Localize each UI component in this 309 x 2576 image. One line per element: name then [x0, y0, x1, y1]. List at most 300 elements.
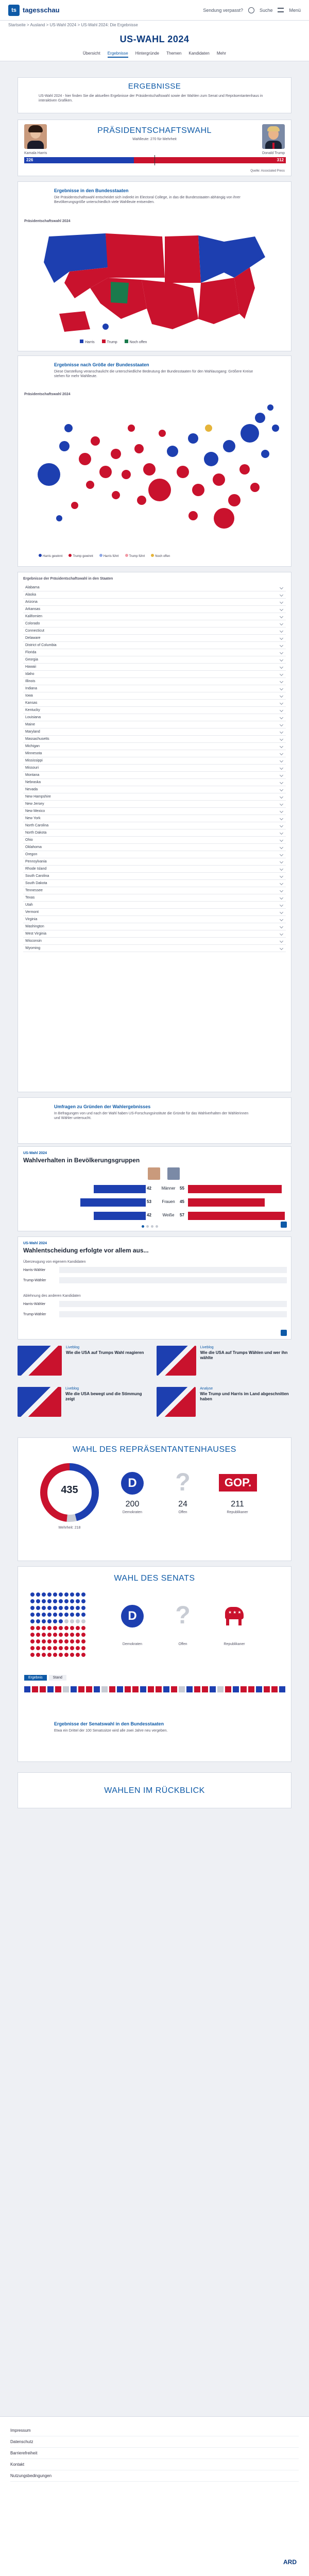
state-bubble[interactable] [188, 433, 198, 444]
chevron-down-icon [280, 773, 283, 777]
tab-uebersicht[interactable]: Übersicht [82, 51, 100, 56]
senate-state-chip[interactable] [233, 1686, 239, 1692]
state-row[interactable] [23, 858, 286, 866]
state-row[interactable] [23, 692, 286, 700]
state-row[interactable] [23, 887, 286, 894]
senate-seat [70, 1633, 74, 1637]
state-row[interactable] [23, 707, 286, 714]
senate-seat [53, 1633, 57, 1637]
senate-state-chip[interactable] [132, 1686, 139, 1692]
poll-card2-title: Wahlentscheidung erfolgte vor allem aus... [23, 1247, 149, 1254]
state-row[interactable] [23, 894, 286, 902]
state-bubble[interactable] [223, 440, 235, 452]
state-bubble[interactable] [267, 404, 273, 411]
state-row[interactable] [23, 902, 286, 909]
state-bubble[interactable] [167, 446, 178, 457]
tab-ergebnisse[interactable]: Ergebnisse [108, 51, 128, 58]
legend-harris: Harris [80, 340, 95, 344]
senate-seat [76, 1626, 80, 1630]
electoral-vote-bar [24, 157, 286, 163]
state-row[interactable] [23, 649, 286, 656]
senate-seat [81, 1606, 85, 1610]
senate-seat [30, 1633, 35, 1637]
senate-seat [53, 1592, 57, 1597]
senate-state-chips [24, 1686, 286, 1692]
state-bubble[interactable] [38, 463, 60, 486]
senate-seat [64, 1633, 68, 1637]
tab-themen[interactable]: Themen [166, 51, 182, 56]
state-bubble[interactable] [214, 508, 234, 529]
state-row[interactable] [23, 851, 286, 858]
senate-seat [30, 1646, 35, 1650]
top-nav [203, 7, 301, 13]
poll-trump-icon [167, 1167, 180, 1180]
bubble-legend [39, 554, 170, 558]
senate-tabs [24, 1675, 66, 1681]
poll-group-label: Weiße [162, 1213, 175, 1217]
senate-seat [47, 1646, 52, 1650]
map-alaska[interactable] [59, 311, 90, 332]
republican-elephant-icon: ★★★ [223, 1603, 246, 1629]
senate-map-text-block [54, 1721, 256, 1733]
senate-state-chip[interactable] [279, 1686, 285, 1692]
state-bubble[interactable] [143, 463, 156, 476]
footer-link[interactable]: Datenschutz [10, 2436, 299, 2448]
breadcrumb[interactable]: Startseite > Ausland > US-Wahl 2024 > US-Wahl 2024: Die Ergebnisse [0, 21, 309, 30]
senate-state-chip[interactable] [55, 1686, 61, 1692]
poll-card1-share-icon[interactable] [281, 1222, 287, 1228]
state-bubble[interactable] [261, 450, 269, 458]
state-row[interactable] [23, 591, 286, 599]
senate-seat [30, 1653, 35, 1657]
tab-hintergruende[interactable]: Hintergründe [135, 51, 159, 56]
senate-state-chip[interactable] [248, 1686, 254, 1692]
state-bubble[interactable] [79, 453, 91, 465]
map-legend [80, 340, 147, 344]
poll-group-label: Männer [161, 1186, 176, 1191]
senate-seat [42, 1626, 46, 1630]
senate-state-chip[interactable] [163, 1686, 169, 1692]
state-row[interactable] [23, 829, 286, 837]
senate-seat-grid [28, 1589, 90, 1667]
legend-open: Noch offen [125, 340, 147, 344]
presidential-subtitle: Wahlleute: 270 für Mehrheit [132, 138, 177, 141]
senate-state-chip[interactable] [117, 1686, 123, 1692]
senate-state-chip[interactable] [217, 1686, 224, 1692]
senate-seat [70, 1653, 74, 1657]
footer-link[interactable]: Impressum [10, 2425, 299, 2436]
presidential-card [18, 120, 291, 176]
state-row[interactable] [23, 945, 286, 952]
poll-card1-title: Wahlverhalten in Bevölkerungsgruppen [23, 1157, 140, 1164]
state-row[interactable] [23, 685, 286, 692]
senate-seat [36, 1606, 40, 1610]
state-bubble[interactable] [272, 425, 279, 432]
review-title: WAHLEN IM RÜCKBLICK [104, 1786, 205, 1795]
state-row[interactable] [23, 743, 286, 750]
poll-card1-rows [23, 1184, 287, 1224]
state-bubble[interactable] [159, 430, 166, 437]
state-bubble[interactable] [111, 449, 121, 459]
state-row[interactable] [23, 873, 286, 880]
senate-state-chip[interactable] [202, 1686, 208, 1692]
state-row[interactable] [23, 837, 286, 844]
senate-state-chip[interactable] [78, 1686, 84, 1692]
bubble-legend-trump-lead: Trump führt [125, 554, 145, 558]
teaser-card[interactable] [157, 1387, 290, 1423]
poll-card1-pager[interactable] [142, 1225, 158, 1228]
state-bubble[interactable] [148, 479, 171, 501]
chevron-down-icon [280, 788, 283, 791]
state-row[interactable] [23, 930, 286, 938]
brand-name: tagesschau [23, 6, 60, 14]
chevron-down-icon [280, 593, 283, 597]
menu-icon[interactable] [278, 8, 284, 12]
state-row-label: South Dakota [25, 882, 47, 885]
senate-tab-status[interactable]: Stand [49, 1675, 66, 1681]
state-bubble[interactable] [59, 441, 70, 451]
senate-seat [42, 1633, 46, 1637]
state-row[interactable] [23, 880, 286, 887]
poll-reason-label: Harris-Wähler [23, 1268, 46, 1272]
bubble-legend-trump-win: Trump gewinnt [68, 554, 93, 558]
senate-state-chip[interactable] [63, 1686, 69, 1692]
senate-state-chip[interactable] [71, 1686, 77, 1692]
senate-state-chip[interactable] [94, 1686, 100, 1692]
state-row-label: Kansas [25, 701, 38, 705]
poll-trump-value: 45 [180, 1199, 184, 1204]
tab-kandidaten[interactable]: Kandidaten [188, 51, 210, 56]
state-bubble[interactable] [188, 511, 198, 520]
teaser-grid [18, 1346, 291, 1428]
state-bubble[interactable] [56, 515, 62, 521]
chevron-down-icon [280, 643, 283, 647]
senate-state-chip[interactable] [225, 1686, 231, 1692]
state-bubble[interactable] [250, 483, 260, 492]
state-row[interactable] [23, 628, 286, 635]
state-bubble[interactable] [213, 473, 225, 486]
state-row-label: New York [25, 817, 41, 820]
map-hawaii[interactable] [102, 324, 109, 330]
review-card[interactable] [18, 1772, 291, 1808]
chevron-down-icon [280, 658, 283, 662]
state-row-label: Oklahoma [25, 845, 42, 849]
senate-title: WAHL DES SENATS [114, 1574, 195, 1583]
senate-seat [76, 1606, 80, 1610]
map-upper-midwest[interactable] [198, 235, 224, 283]
us-state-map[interactable] [39, 226, 270, 334]
harris-name: Kamala Harris [24, 151, 47, 155]
senate-seat [64, 1606, 68, 1610]
state-bubble[interactable] [128, 425, 135, 432]
chevron-down-icon [280, 824, 283, 827]
state-row[interactable] [23, 664, 286, 671]
house-card [18, 1437, 291, 1561]
state-row-label: Iowa [25, 694, 33, 698]
senate-state-chip[interactable] [210, 1686, 216, 1692]
state-bubble[interactable] [137, 496, 146, 505]
state-row[interactable] [23, 606, 286, 613]
house-majority-label: Mehrheit: 218 [58, 1526, 81, 1530]
search-icon[interactable] [248, 7, 254, 13]
state-row[interactable] [23, 916, 286, 923]
senate-state-chip[interactable] [271, 1686, 278, 1692]
senate-state-chip[interactable] [194, 1686, 200, 1692]
state-row[interactable] [23, 765, 286, 772]
tab-mehr[interactable]: Mehr [216, 51, 227, 56]
state-row-label: District of Columbia [25, 643, 57, 647]
senate-seat [81, 1592, 85, 1597]
teaser-title: Wie die USA auf Trumps Wahl reagieren [66, 1350, 144, 1355]
state-row[interactable] [23, 584, 286, 591]
chevron-down-icon [280, 910, 283, 914]
state-row[interactable] [23, 721, 286, 728]
state-row[interactable] [23, 866, 286, 873]
nav-item-menu[interactable]: Menü [289, 7, 301, 13]
teaser-card[interactable] [157, 1346, 290, 1382]
chevron-down-icon [280, 694, 283, 698]
senate-seat [59, 1626, 63, 1630]
chevron-down-icon [280, 817, 283, 820]
page-title: US-WAHL 2024 [119, 34, 190, 44]
state-row-label: Virginia [25, 918, 38, 921]
senate-state-chip[interactable] [32, 1686, 38, 1692]
state-bubble[interactable] [122, 470, 131, 479]
state-row[interactable] [23, 938, 286, 945]
state-row-label: Illinois [25, 680, 36, 683]
state-bubble[interactable] [255, 413, 265, 423]
poll-harris-value: 42 [147, 1186, 151, 1191]
senate-state-chip[interactable] [125, 1686, 131, 1692]
state-bubble[interactable] [205, 425, 212, 432]
senate-seat [30, 1639, 35, 1643]
senate-state-chip[interactable] [241, 1686, 247, 1692]
senate-seat [76, 1639, 80, 1643]
senate-seat [59, 1639, 63, 1643]
map-section-title: Ergebnisse in den Bundesstaaten [54, 188, 129, 193]
state-row[interactable] [23, 808, 286, 815]
poll-group-row [23, 1211, 287, 1221]
state-bubble[interactable] [99, 466, 112, 478]
state-row[interactable] [23, 700, 286, 707]
state-row-label: Minnesota [25, 752, 42, 755]
state-row[interactable] [23, 793, 286, 801]
poll-card2-share-icon[interactable] [281, 1330, 287, 1336]
senate-state-chip[interactable] [47, 1686, 54, 1692]
state-bubble[interactable] [91, 436, 100, 446]
senate-state-chip[interactable] [171, 1686, 177, 1692]
chevron-down-icon [280, 867, 283, 871]
senate-seat [76, 1653, 80, 1657]
house-rep-label: Republikaner [227, 1511, 248, 1514]
senate-seat [53, 1619, 57, 1623]
footer [0, 2416, 309, 2576]
state-bubble[interactable] [112, 491, 120, 499]
chevron-down-icon [280, 766, 283, 770]
state-row[interactable] [23, 736, 286, 743]
state-row-label: Rhode Island [25, 867, 47, 871]
state-bubble[interactable] [86, 481, 94, 489]
state-row[interactable] [23, 671, 286, 678]
poll-reason-row [23, 1300, 287, 1308]
senate-state-chip[interactable] [264, 1686, 270, 1692]
poll-card2-sub1: Überzeugung von eigenem Kandidaten [23, 1260, 86, 1264]
state-bubble[interactable] [134, 444, 144, 453]
state-row-label: Texas [25, 896, 35, 900]
chevron-down-icon [280, 672, 283, 676]
chevron-down-icon [280, 831, 283, 835]
chevron-down-icon [280, 882, 283, 885]
state-row-label: Kentucky [25, 708, 40, 712]
senate-state-chip[interactable] [40, 1686, 46, 1692]
senate-state-chip[interactable] [148, 1686, 154, 1692]
state-row[interactable] [23, 786, 286, 793]
senate-state-chip[interactable] [156, 1686, 162, 1692]
state-bubble[interactable] [228, 494, 241, 506]
state-row[interactable] [23, 613, 286, 620]
senate-seat [47, 1639, 52, 1643]
senate-state-chip[interactable] [86, 1686, 92, 1692]
poll-trump-value: 57 [180, 1213, 184, 1217]
senate-seat [36, 1613, 40, 1617]
state-row[interactable] [23, 714, 286, 721]
state-row[interactable] [23, 757, 286, 765]
senate-seat [64, 1646, 68, 1650]
state-row[interactable] [23, 728, 286, 736]
state-row[interactable] [23, 822, 286, 829]
state-row[interactable] [23, 642, 286, 649]
map-southeast[interactable] [198, 278, 239, 324]
chevron-down-icon [280, 853, 283, 856]
chevron-down-icon [280, 946, 283, 950]
state-row-label: New Hampshire [25, 795, 51, 799]
state-row-label: New Jersey [25, 802, 44, 806]
poll-harris-icon [148, 1167, 160, 1180]
state-row-label: Maine [25, 723, 36, 726]
map-plains-states[interactable] [165, 235, 201, 283]
state-bubble[interactable] [64, 424, 73, 432]
state-row[interactable] [23, 656, 286, 664]
chevron-down-icon [280, 651, 283, 654]
senate-tab-result[interactable]: Ergebnis [24, 1675, 47, 1681]
senate-seat [30, 1613, 35, 1617]
footer-link[interactable]: Barrierefreiheit [10, 2448, 299, 2459]
senate-state-chip[interactable] [179, 1686, 185, 1692]
senate-seat [64, 1626, 68, 1630]
footer-link[interactable]: Kontakt [10, 2459, 299, 2470]
chevron-down-icon [280, 845, 283, 849]
senate-state-chip[interactable] [109, 1686, 115, 1692]
senate-state-chip[interactable] [101, 1686, 108, 1692]
state-row[interactable] [23, 678, 286, 685]
senate-state-chip[interactable] [256, 1686, 262, 1692]
senate-seat [36, 1619, 40, 1623]
state-bubble[interactable] [239, 464, 250, 474]
state-row[interactable] [23, 909, 286, 916]
democrat-logo-icon: D [121, 1472, 144, 1495]
state-bubble[interactable] [71, 502, 78, 509]
open-seat-icon: ? [175, 1469, 191, 1496]
poll-harris-value: 42 [147, 1213, 151, 1217]
bubble-map-card [18, 355, 291, 567]
senate-seat [30, 1606, 35, 1610]
senate-seat [70, 1592, 74, 1597]
senate-seat [36, 1646, 40, 1650]
poll-trump-bar [188, 1212, 285, 1220]
state-row[interactable] [23, 815, 286, 822]
poll-reason-track [59, 1301, 287, 1307]
map-texas-south[interactable] [142, 280, 198, 329]
house-open-label: Offen [178, 1511, 187, 1514]
trump-name: Donald Trump [262, 151, 285, 155]
map-mountain-states[interactable] [106, 233, 165, 278]
results-intro-card [18, 77, 291, 113]
state-row[interactable] [23, 779, 286, 786]
state-row[interactable] [23, 635, 286, 642]
state-row[interactable] [23, 801, 286, 808]
senate-seat [53, 1653, 57, 1657]
state-row-label: Connecticut [25, 629, 44, 633]
senate-seat [76, 1633, 80, 1637]
chevron-down-icon [280, 636, 283, 640]
top-bar [0, 0, 309, 21]
senate-seat [81, 1633, 85, 1637]
senate-state-chip[interactable] [140, 1686, 146, 1692]
teaser-title: Wie die USA bewegt und die Stimmung zeigt [65, 1392, 142, 1401]
teaser-card[interactable] [18, 1387, 151, 1423]
teaser-kicker: Liveblog [200, 1346, 214, 1349]
senate-state-chip[interactable] [186, 1686, 193, 1692]
senate-democrat-logo-icon: D [121, 1605, 144, 1628]
section-tabs [0, 47, 309, 61]
brand-logo[interactable] [8, 5, 60, 16]
state-bubble[interactable] [204, 452, 218, 466]
trump-vote-count: 312 [277, 158, 284, 162]
nav-item-search[interactable]: Suche [259, 7, 273, 13]
state-row[interactable] [23, 844, 286, 851]
state-bubble[interactable] [192, 484, 204, 496]
state-bubble[interactable] [177, 466, 189, 478]
senate-seat [81, 1646, 85, 1650]
state-row[interactable] [23, 750, 286, 757]
senate-rep-label: Republikaner [224, 1642, 245, 1646]
senate-seat [64, 1653, 68, 1657]
exit-polls-title: Umfragen zu Gründen der Wahlergebnisses [54, 1104, 151, 1109]
senate-state-chip[interactable] [24, 1686, 30, 1692]
harris-vote-count: 226 [26, 158, 33, 162]
footer-link[interactable]: Nutzungsbedingungen [10, 2470, 299, 2482]
state-row[interactable] [23, 923, 286, 930]
brand-logo-icon: ts [8, 5, 20, 16]
state-bubble[interactable] [241, 424, 259, 443]
chevron-down-icon [280, 838, 283, 842]
state-row-label: Wyoming [25, 946, 41, 950]
teaser-card[interactable] [18, 1346, 151, 1382]
majority-line [154, 155, 155, 165]
chevron-down-icon [280, 607, 283, 611]
state-row[interactable] [23, 620, 286, 628]
chevron-down-icon [280, 809, 283, 813]
senate-seat [42, 1646, 46, 1650]
nav-item-sendung-verpasst[interactable]: Sendung verpasst? [203, 7, 243, 13]
state-row[interactable] [23, 772, 286, 779]
chevron-down-icon [280, 665, 283, 669]
map-open-state[interactable] [111, 282, 129, 303]
state-row[interactable] [23, 599, 286, 606]
chevron-down-icon [280, 889, 283, 892]
poll-card-groups [18, 1146, 291, 1231]
bubble-map[interactable] [28, 397, 286, 547]
